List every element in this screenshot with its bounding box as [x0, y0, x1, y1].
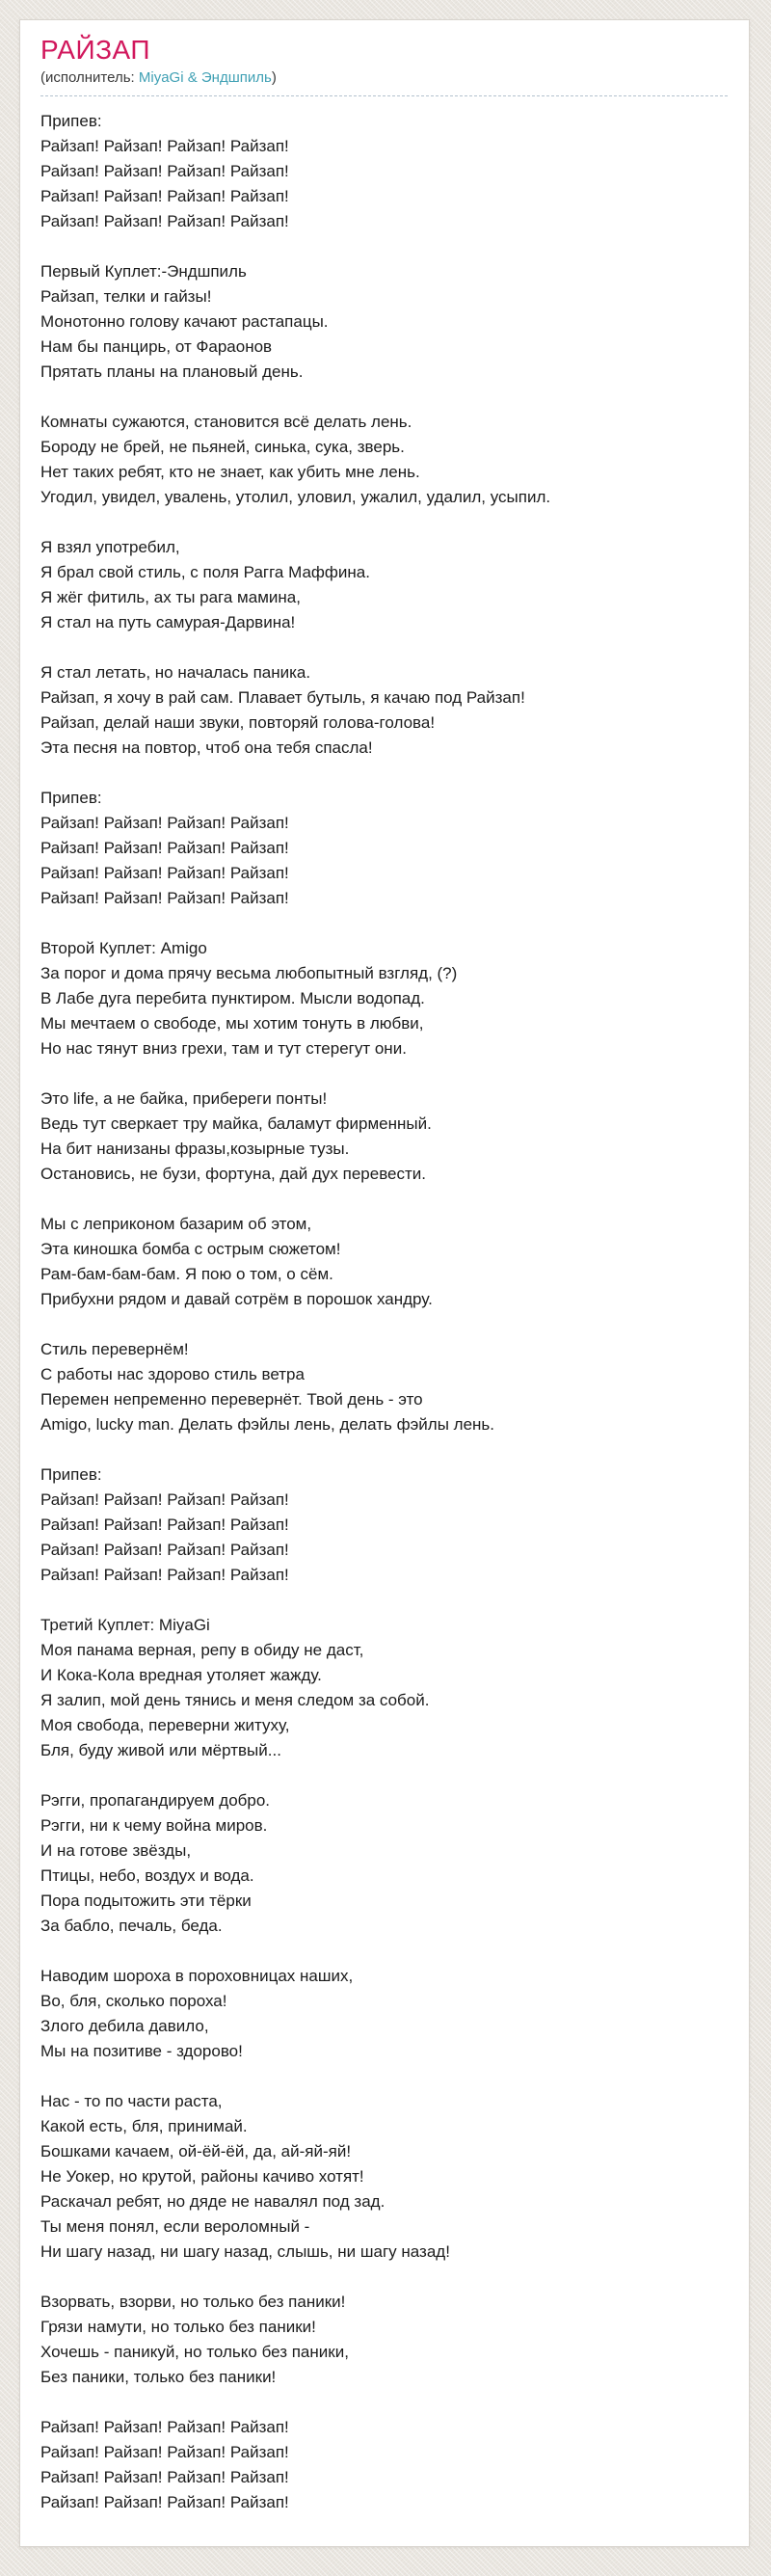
lyric-line: Но нас тянут вниз грехи, там и тут стерегут они.: [40, 1039, 407, 1058]
lyric-line: Райзап, телки и гайзы!: [40, 287, 212, 306]
lyric-line: За бабло, печаль, беда.: [40, 1917, 223, 1935]
lyric-line: Мы мечтаем о свободе, мы хотим тонуть в любви,: [40, 1014, 424, 1033]
lyric-line: Эта киношка бомба с острым сюжетом!: [40, 1240, 341, 1258]
lyric-line: Я залип, мой день тянись и меня следом за собой.: [40, 1691, 430, 1709]
lyric-line: Мы с леприконом базарим об этом,: [40, 1215, 312, 1233]
lyric-stanza: [40, 2415, 728, 2515]
lyric-line: Угодил, увидел, увалень, утолил, уловил, ужалил, удалил, усыпил.: [40, 488, 551, 506]
lyric-line: Моя свобода, переверни житуху,: [40, 1716, 290, 1734]
lyric-stanza: [40, 410, 728, 510]
lyric-line: В Лабе дуга перебита пунктиром. Мысли водопад.: [40, 989, 425, 1007]
lyric-line: Нас - то по части раста,: [40, 2092, 223, 2110]
lyric-line: Райзап! Райзап! Райзап! Райзап!: [40, 814, 289, 832]
lyric-stanza: [40, 1337, 728, 1437]
lyric-line: Раскачал ребят, но дяде не навалял под зад.: [40, 2192, 386, 2211]
lyric-line: Райзап! Райзап! Райзап! Райзап!: [40, 2443, 289, 2461]
lyric-line: Во, бля, сколько пороха!: [40, 1992, 227, 2010]
lyric-stanza: [40, 2290, 728, 2390]
lyric-line: Райзап! Райзап! Райзап! Райзап!: [40, 1490, 289, 1509]
lyric-line: Взорвать, взорви, но только без паники!: [40, 2293, 346, 2311]
lyric-line: Я взял употребил,: [40, 538, 180, 556]
lyric-line: Райзап, делай наши звуки, повторяй голова-голова!: [40, 713, 436, 732]
lyric-line: Третий Куплет: MiyaGi: [40, 1616, 210, 1634]
lyrics-card: [19, 19, 750, 2547]
lyric-line: Райзап! Райзап! Райзап! Райзап!: [40, 889, 289, 907]
lyric-line: Райзап! Райзап! Райзап! Райзап!: [40, 2418, 289, 2436]
lyric-stanza: [40, 1964, 728, 2064]
lyric-line: Ни шагу назад, ни шагу назад, слышь, ни шагу назад!: [40, 2242, 450, 2261]
lyric-stanza: [40, 660, 728, 761]
lyric-line: Рэгги, пропагандируем добро.: [40, 1791, 271, 1810]
lyric-stanza: [40, 1087, 728, 1187]
lyric-line: Райзап! Райзап! Райзап! Райзап!: [40, 2468, 289, 2486]
lyric-line: Бороду не брей, не пьяней, синька, сука, зверь.: [40, 438, 405, 456]
lyric-line: Припев:: [40, 1465, 102, 1484]
lyric-line: Райзап, я хочу в рай сам. Плавает бутыль, я качаю под Райзап!: [40, 688, 525, 707]
lyric-line: Ведь тут сверкает тру майка, баламут фирменный.: [40, 1114, 432, 1133]
lyric-stanza: [40, 936, 728, 1061]
song-header: [40, 35, 728, 96]
lyric-line: Райзап! Райзап! Райзап! Райзап!: [40, 212, 289, 230]
lyric-line: И на готове звёзды,: [40, 1841, 192, 1860]
lyric-line: Мы на позитиве - здорово!: [40, 2042, 243, 2060]
lyric-stanza: [40, 109, 728, 234]
lyric-line: Пора подытожить эти тёрки: [40, 1892, 252, 1910]
lyric-line: Это life, а не байка, прибереги понты!: [40, 1089, 328, 1108]
lyric-stanza: [40, 1462, 728, 1588]
lyric-line: Я жёг фитиль, ах ты рага мамина,: [40, 588, 301, 606]
lyric-stanza: [40, 2089, 728, 2265]
lyric-line: Монотонно голову качают растапацы.: [40, 312, 329, 331]
lyric-line: Рам-бам-бам-бам. Я пою о том, о сём.: [40, 1265, 333, 1283]
lyrics-text: [40, 107, 728, 2515]
lyric-line: Моя панама верная, репу в обиду не даст,: [40, 1641, 364, 1659]
lyric-line: Райзап! Райзап! Райзап! Райзап!: [40, 2493, 289, 2511]
lyric-line: И Кока-Кола вредная утоляет жажду.: [40, 1666, 322, 1684]
lyric-line: Птицы, небо, воздух и вода.: [40, 1866, 254, 1885]
lyric-line: Грязи намути, но только без паники!: [40, 2318, 316, 2336]
lyric-line: Наводим шороха в пороховницах наших,: [40, 1967, 354, 1985]
lyric-line: Первый Куплет:-Эндшпиль: [40, 262, 247, 281]
lyric-line: Райзап! Райзап! Райзап! Райзап!: [40, 1516, 289, 1534]
lyric-line: Amigo, lucky man. Делать фэйлы лень, делать фэйлы лень.: [40, 1415, 494, 1434]
lyric-line: Какой есть, бля, принимай.: [40, 2117, 248, 2135]
lyric-stanza: [40, 535, 728, 635]
lyric-stanza: [40, 1613, 728, 1763]
lyric-line: Ты меня понял, если вероломный -: [40, 2217, 310, 2236]
lyric-line: Я брал свой стиль, с поля Рагга Маффина.: [40, 563, 370, 581]
lyric-line: Хочешь - паникуй, но только без паники,: [40, 2343, 349, 2361]
lyric-line: На бит нанизаны фразы,козырные тузы.: [40, 1140, 350, 1158]
lyric-line: Стиль перевернём!: [40, 1340, 189, 1358]
lyric-line: Бля, буду живой или мёртвый...: [40, 1741, 281, 1759]
lyric-line: Рэгги, ни к чему война миров.: [40, 1816, 268, 1835]
lyric-stanza: [40, 786, 728, 911]
lyric-line: Эта песня на повтор, чтоб она тебя спасла!: [40, 738, 373, 757]
lyric-line: Припев:: [40, 112, 102, 130]
lyric-line: Злого дебила давило,: [40, 2017, 209, 2035]
artist-link[interactable]: MiyaGi & Эндшпиль: [138, 69, 272, 86]
lyric-line: Райзап! Райзап! Райзап! Райзап!: [40, 1541, 289, 1559]
lyric-line: Бошками качаем, ой-ёй-ёй, да, ай-яй-яй!: [40, 2142, 352, 2160]
lyric-line: Я стал на путь самурая-Дарвина!: [40, 613, 296, 631]
artist-line: [40, 69, 728, 87]
lyric-line: Без паники, только без паники!: [40, 2368, 277, 2386]
lyric-line: Не Уокер, но крутой, районы качиво хотят!: [40, 2167, 364, 2186]
lyric-line: Райзап! Райзап! Райзап! Райзап!: [40, 1566, 289, 1584]
artist-label: (исполнитель:: [40, 69, 139, 86]
lyric-line: За порог и дома прячу весьма любопытный взгляд, (?): [40, 964, 458, 982]
lyric-line: Прибухни рядом и давай сотрём в порошок хандру.: [40, 1290, 433, 1308]
lyric-line: Комнаты сужаются, становится всё делать лень.: [40, 413, 412, 431]
lyric-line: Райзап! Райзап! Райзап! Райзап!: [40, 864, 289, 882]
lyric-line: Райзап! Райзап! Райзап! Райзап!: [40, 839, 289, 857]
lyric-stanza: [40, 259, 728, 385]
lyric-stanza: [40, 1788, 728, 1939]
artist-close-paren: ): [271, 69, 277, 86]
song-title: РАЙЗАП: [40, 35, 151, 65]
lyric-line: Нет таких ребят, кто не знает, как убить мне лень.: [40, 463, 420, 481]
lyric-line: Нам бы панцирь, от Фараонов: [40, 337, 273, 356]
lyric-line: Остановись, не бузи, фортуна, дай дух перевести.: [40, 1165, 427, 1183]
lyric-line: Перемен непременно перевернёт. Твой день - это: [40, 1390, 423, 1409]
lyric-stanza: [40, 1212, 728, 1312]
lyric-line: Райзап! Райзап! Райзап! Райзап!: [40, 137, 289, 155]
lyric-line: С работы нас здорово стиль ветра: [40, 1365, 305, 1383]
lyric-line: Райзап! Райзап! Райзап! Райзап!: [40, 187, 289, 205]
lyric-line: Прятать планы на плановый день.: [40, 362, 304, 381]
lyric-line: Райзап! Райзап! Райзап! Райзап!: [40, 162, 289, 180]
lyric-line: Второй Куплет: Amigo: [40, 939, 207, 957]
lyric-line: Я стал летать, но началась паника.: [40, 663, 311, 682]
lyric-line: Припев:: [40, 789, 102, 807]
